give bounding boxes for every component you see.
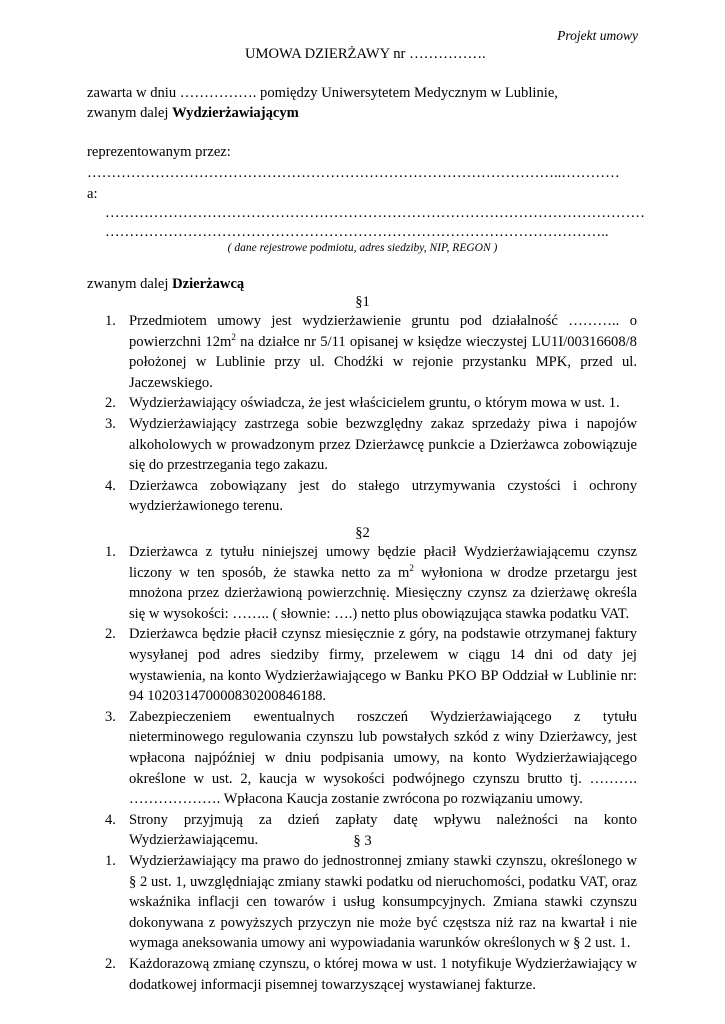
item-number: 4.: [105, 811, 116, 828]
item-number: 2.: [105, 955, 116, 972]
superscript: 2: [231, 331, 236, 342]
item-text: Przedmiotem umowy jest wydzierżawienie gruntu pod działalność ……….. o powierzchni 12m: [129, 313, 637, 350]
item-number: 3.: [105, 708, 116, 725]
item-text: Dzierżawca z tytułu niniejszej umowy będzie płacił Wydzierżawiającemu czynsz liczony w ten sposób, że stawka netto za m: [129, 544, 637, 581]
tenant-prefix: zwanym dalej: [87, 276, 173, 292]
represented-by: reprezentowanym przez:: [87, 144, 231, 160]
item-text: Zabezpieczeniem ewentualnych roszczeń Wydzierżawiającego z tytułu nieterminowego regulowania czynszu lub powstałych szkód z winy Dzierżawcy, jest wpłacona najpóźniej w dniu podpisania umowy, na konto Wydzierżawiającego określone w ust. 2, kaucja w wysokości podwójnego czynszu brutto tj. ………. ………………. Wpłacona Kaucja zostanie zwrócona po rozwiązaniu umowy.: [129, 708, 637, 808]
item-text: Wydzierżawiający oświadcza, że jest właścicielem gruntu, o którym mowa w ust. 1.: [129, 395, 620, 412]
section-1-item: [105, 414, 637, 476]
project-label: Projekt umowy: [557, 28, 638, 43]
item-number: 2.: [105, 626, 116, 643]
section-1-item: [105, 311, 637, 393]
section-2-item: [105, 624, 637, 706]
contract-title: UMOWA DZIERŻAWY nr …………….: [245, 46, 486, 62]
item-text: Każdorazową zmianę czynszu, o której mowa w ust. 1 notyfikuje Wydzierżawiający w dodatkowej informacji pisemnej towarzyszącej wystawianej fakturze.: [129, 955, 637, 993]
represented-dots: ……………………………………………………………………………………..…………: [87, 165, 620, 181]
item-number: 2.: [105, 395, 116, 412]
section-3-heading: § 3: [353, 833, 372, 849]
item-number: 4.: [105, 477, 116, 494]
item-text: Dzierżawca będzie płacił czynsz miesięcznie z góry, na podstawie otrzymanej faktury wysyłanej pod adres siedziby firmy, przelewem w ciągu 14 dni od daty jej wystawienia, na konto Wydzierżawiającego w Banku PKO BP Oddział w Lublinie nr: 94 1020314700008302008461​88.: [129, 626, 637, 705]
section-1-item: [105, 393, 637, 414]
section-1-heading: §1: [355, 294, 370, 310]
section-3-item: [105, 851, 637, 954]
section-1-item: [105, 476, 637, 517]
party-a-label: a:: [87, 186, 98, 202]
item-text: Dzierżawca zobowiązany jest do stałego utrzymywania czystości i ochrony wydzierżawionego terenu.: [129, 477, 637, 515]
section-1-list: [105, 311, 637, 517]
lessor-name: Wydzierżawiającym: [172, 105, 299, 121]
intro-line-2: [87, 104, 299, 122]
tenant-name: Dzierżawcą: [172, 276, 245, 292]
item-number: 1.: [105, 853, 116, 869]
item-number: 3.: [105, 415, 116, 432]
section-3-list: [105, 851, 637, 995]
intro-prefix: zwanym dalej: [87, 105, 173, 121]
section-2-item: [105, 542, 637, 624]
superscript: 2: [409, 562, 414, 573]
item-text: Wydzierżawiający zastrzega sobie bezwzględny zakaz sprzedaży piwa i napojów alkoholowych w prowadzonym przez Dzierżawcę punkcie a Dzierżawca zobowiązuje się do przestrzegania tego zakazu.: [129, 415, 637, 474]
item-number: 1.: [105, 544, 116, 560]
section-3-item: [105, 954, 637, 995]
item-number: 1.: [105, 313, 116, 329]
tenant-dots-1: …………………………………………………………………………………………………: [105, 205, 645, 221]
item-text: Strony przyjmują za dzień zapłaty datę wpływu należności na konto Wydzierżawiającemu.: [129, 811, 637, 849]
section-2-item: [105, 707, 637, 810]
section-2-heading: §2: [355, 525, 370, 541]
tenant-line: [87, 275, 244, 293]
item-text: Wydzierżawiający ma prawo do jednostronnej zmiany stawki czynszu, określonego w § 2 ust. 1, uwzględniając zmiany stawki podatku od nieruchomości, podatku VAT, oraz wskaźnika inflacji cen towarów i usług konsumpcyjnych. Zmiana stawki czynszu dokonywana z powyższych przyczyn nie może być częstsza niż raz na kwartał i nie wymaga aneksowania umowy ani wypowiadania warunków określonych w § 2 ust. 1.: [129, 853, 637, 952]
section-2-list: [105, 542, 637, 851]
item-text-cont: wyłoniona w drodze przetargu jest mnożona przez dzierżawioną powierzchnię. Miesięczny czynsz za dzierżawę określa się w wysokości: …….. ( słownie: ….) netto plus obowiązująca stawka podatku VAT.: [129, 564, 638, 622]
item-text-cont: na działce nr 5/11 opisanej w księdze wieczystej LU1I/00316608/8 położonej w Lublinie przy ul. Chodźki w rejonie przystanku MPK, przed ul. Jaczewskiego.: [129, 333, 637, 391]
tenant-dots-2: …………………………………………………………………………………………..: [105, 224, 609, 240]
intro-line-1: zawarta w dniu ……………. pomiędzy Uniwersytetem Medycznym w Lublinie,: [87, 85, 558, 101]
registry-caption: ( dane rejestrowe podmiotu, adres siedziby, NIP, REGON ): [227, 242, 498, 254]
